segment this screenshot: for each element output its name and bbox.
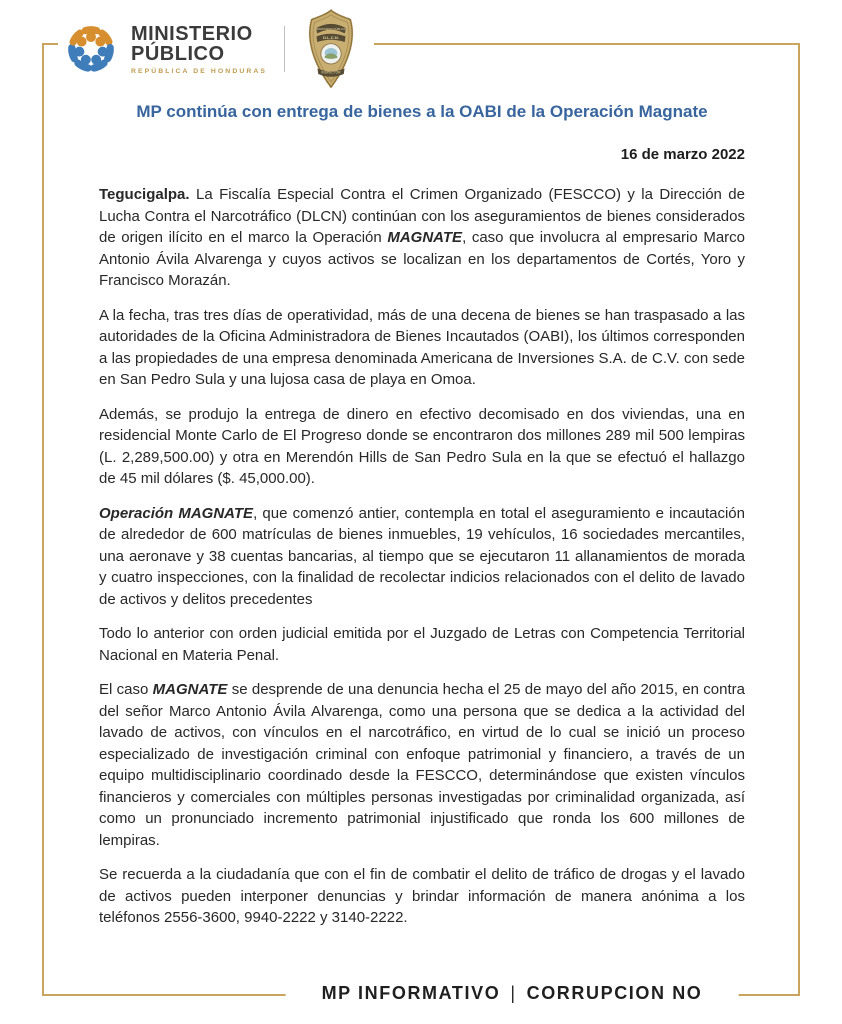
paragraph [99, 404, 745, 490]
footer-right-label: CORRUPCION NO [526, 983, 703, 1003]
text-run: Todo lo anterior con orden judicial emitida por el Juzgado de Letras con Competencia Territorial Nacional en Materia Penal. [99, 625, 745, 664]
text-run: Además, se produjo la entrega de dinero en efectivo decomisado en dos viviendas, una en residencial Monte Carlo de El Progreso donde se encontraron dos millones 289 mil 500 lempiras (L. 2,289,500.00) y otra en Merendón Hills de San Pedro Sula en la que se efectuó el hallazgo de 45 mil dólares ($. 45,000.00). [99, 405, 745, 487]
text-run: El caso [99, 681, 153, 698]
paragraph [99, 623, 745, 666]
footer-left-label: MP INFORMATIVO [321, 983, 501, 1003]
text-run: , caso que involucra al empresario Marco Antonio Ávila Alvarenga y cuyos activos se localizan en los departamentos de Cortés, Yoro y Francisco Morazán. [99, 229, 745, 289]
text-run: MAGNATE [387, 229, 463, 246]
paragraph [99, 184, 745, 292]
dlcn-badge-icon [302, 8, 360, 90]
text-run: Tegucigalpa. [99, 186, 196, 203]
text-run: Operación MAGNATE [99, 504, 254, 522]
page-title: MP continúa con entrega de bienes a la OABI de la Operación Magnate [136, 102, 708, 121]
text-run: A la fecha, tras tres días de operatividad, más de una decena de bienes se han traspasado a las autoridades de la Oficina Administradora de Bienes Incautados (OABI), los últimos corresponden a las propiedades de una empresa denominada Americana de Inversiones S.A. de C.V. con sede en San Pedro Sula y una lujosa casa de playa en Omoa. [99, 306, 745, 388]
org-tagline: REPÚBLICA DE HONDURAS [131, 67, 267, 75]
paragraph [99, 864, 745, 929]
people-circle-icon [64, 22, 118, 76]
org-name-line1: MINISTERIO [131, 22, 253, 45]
text-run: MAGNATE [152, 681, 228, 698]
badge-band-text: D.L.C.N. [323, 35, 339, 41]
header [58, 4, 374, 94]
org-name-line2: PÚBLICO [131, 42, 225, 65]
footer-banner [286, 979, 739, 1008]
badge-bottom-text: INSPECTOR [321, 70, 341, 75]
frame-left-line [42, 43, 44, 996]
header-divider [284, 26, 285, 72]
document-date: 16 de marzo 2022 [620, 146, 745, 163]
paragraph [99, 503, 745, 611]
text-run: Se recuerda a la ciudadanía que con el fin de combatir el delito de tráfico de drogas y el lavado de activos pueden interponer denuncias y brindar información de manera anónima a los teléfonos 2556-3600, 9940-2222 y 3140-2222. [99, 866, 745, 926]
badge-arc-text: MINISTERIO PÚBLICO [315, 27, 347, 32]
text-run: , que comenzó antier, contempla en total el aseguramiento e incautación de alrededor de 600 matrículas de bienes inmuebles, 19 vehículos, 16 sociedades mercantiles, una aeronave y 38 cuentas bancarias, al tiempo que se ejecutaron 11 allanamientos de morada y cuatro inspecciones, con la finalidad de recolectar indicios relacionados con el delito de lavado de activos y delitos precedentes [99, 504, 745, 608]
frame-right-line [798, 43, 800, 996]
text-run: se desprende de una denuncia hecha el 25 de mayo del año 2015, en contra del señor Marco Antonio Ávila Alvarenga, como una persona que se dedica a la actividad del lavado de activos, con vínculos en el narcotráfico, en virtud de lo cual se inició un proceso especializado de investigación criminal con enfoque patrimonial y financiero, a través de un equipo multidisciplinario coordinado desde la FESCCO, determinándose que existen vínculos financieros y comerciales con múltiples personas investigadas por criminalidad organizada, así como un pronunciado incremento patrimonial injustificado que ronda los 600 millones de lempiras. [99, 681, 745, 849]
paragraph [99, 679, 745, 851]
text-run: La Fiscalía Especial Contra el Crimen Organizado (FESCCO) y la Dirección de Lucha Contra el Narcotráfico (DLCN) continúan con los aseguramientos de bienes considerados de origen ilícito en el marco la Operación [99, 186, 745, 246]
paragraph [99, 305, 745, 391]
document-body [99, 184, 745, 942]
org-name-block [131, 24, 267, 75]
footer-separator: | [510, 983, 517, 1003]
